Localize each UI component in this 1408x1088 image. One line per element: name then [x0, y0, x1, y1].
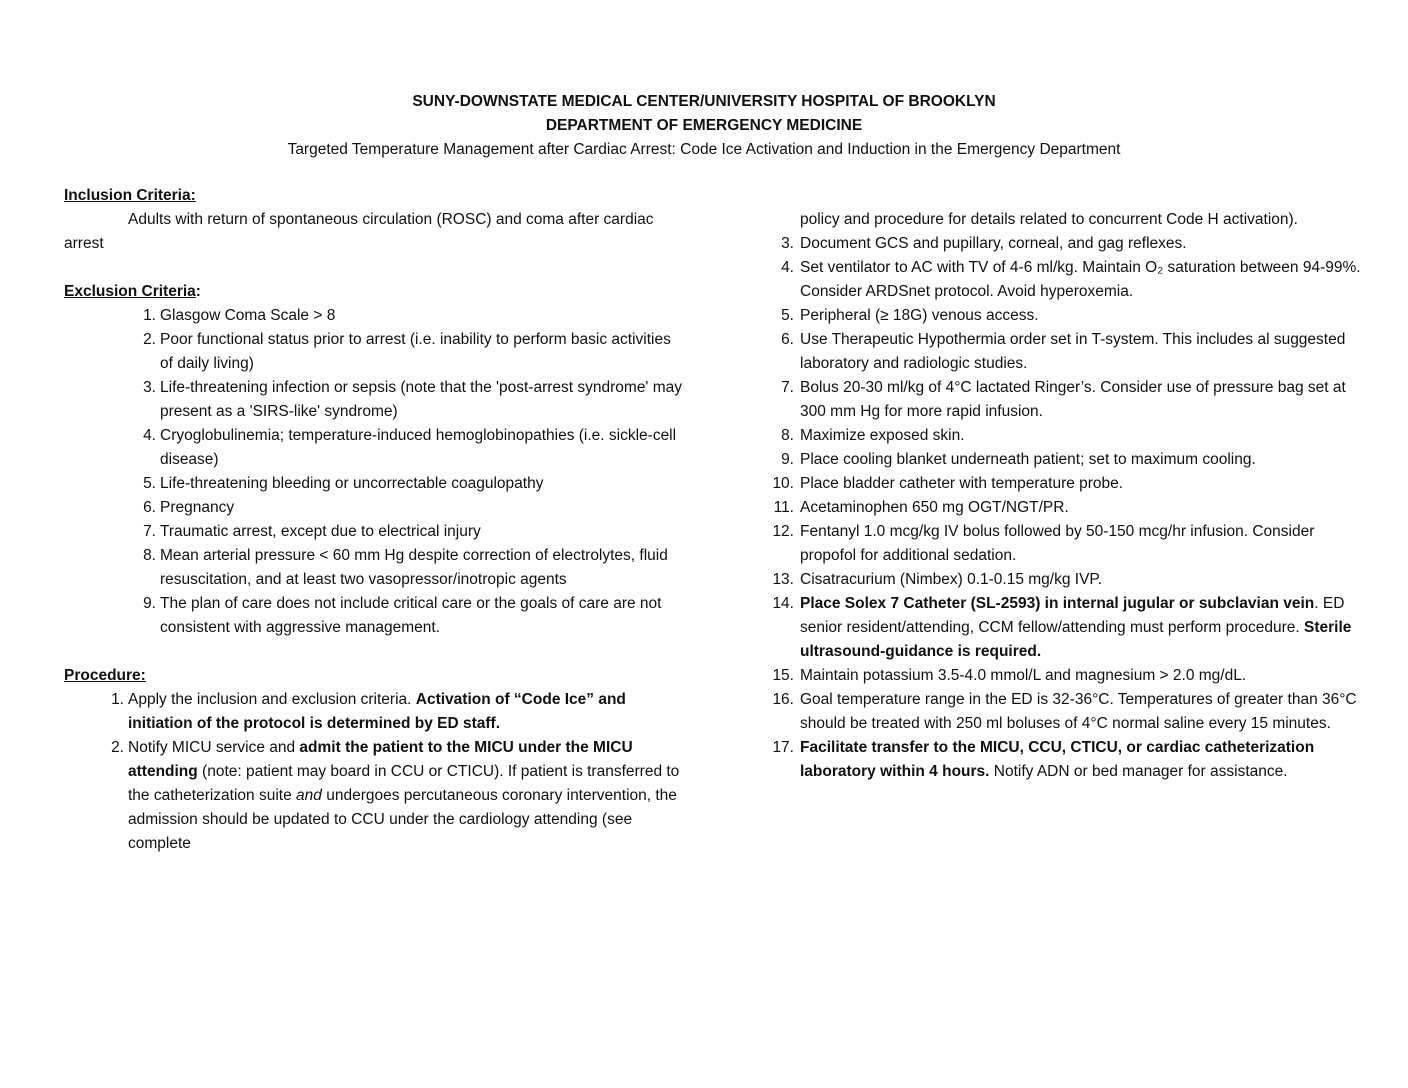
list-number: 16.: [772, 691, 794, 708]
procedure-item: [764, 472, 1364, 496]
list-text-bold: Facilitate transfer to the MICU, CCU, CTICU, or cardiac catheterization laboratory within 4 hours.: [800, 739, 1315, 780]
procedure-list-right: [764, 232, 1364, 784]
list-text-bold: admit the patient to the MICU under the MICU attending: [128, 739, 633, 780]
list-text: Traumatic arrest, except due to electrical injury: [160, 523, 481, 540]
list-text: (note: patient may board in CCU or CTICU). If patient is transferred to the catheterization suite: [128, 763, 680, 804]
list-number: 10.: [772, 475, 794, 492]
procedure-item: [764, 448, 1364, 472]
list-text: Apply the inclusion and exclusion criteria.: [128, 691, 416, 708]
list-number: 2.: [143, 331, 156, 348]
exclusion-item: [64, 304, 684, 328]
procedure-list-left: [64, 688, 684, 856]
list-text: Poor functional status prior to arrest (i.e. inability to perform basic activities of daily living): [160, 331, 671, 372]
procedure-item: [64, 736, 684, 856]
list-text: undergoes percutaneous coronary intervention, the admission should be updated to CCU under the cardiology attending (see complete: [128, 787, 677, 852]
exclusion-item: [64, 592, 684, 640]
list-number: 15.: [772, 667, 794, 684]
exclusion-item: [64, 472, 684, 496]
list-number: 2.: [111, 739, 124, 756]
list-number: 4.: [781, 259, 794, 276]
list-number: 7.: [781, 379, 794, 396]
procedure-item: [764, 736, 1364, 784]
inclusion-text: Adults with return of spontaneous circulation (ROSC) and coma after cardiac arrest: [64, 211, 654, 252]
list-number: 5.: [143, 475, 156, 492]
list-text: Fentanyl 1.0 mcg/kg IV bolus followed by 50-150 mcg/hr infusion. Consider propofol for additional sedation.: [800, 523, 1315, 564]
procedure-item: [764, 232, 1364, 256]
list-number: 6.: [143, 499, 156, 516]
exclusion-item: [64, 424, 684, 472]
list-text-bold: Sterile ultrasound-guidance is required.: [800, 619, 1352, 660]
procedure-item: [764, 520, 1364, 568]
procedure-item-continuation: policy and procedure for details related to concurrent Code H activation).: [800, 211, 1298, 228]
list-text: Place bladder catheter with temperature probe.: [800, 475, 1124, 492]
list-number: 6.: [781, 331, 794, 348]
list-number: 3.: [143, 379, 156, 396]
list-number: 17.: [772, 739, 794, 756]
list-text: Mean arterial pressure < 60 mm Hg despite correction of electrolytes, fluid resuscitation, and at least two vasopressor/inotropic agents: [160, 547, 668, 588]
protocol-title: Targeted Temperature Management after Cardiac Arrest: Code Ice Activation and Induction in the Emergency Department: [287, 141, 1121, 158]
list-text: Goal temperature range in the ED is 32-36°C. Temperatures of greater than 36°C should be treated with 250 ml boluses of 4°C normal saline every 15 minutes.: [800, 691, 1357, 732]
list-number: 12.: [772, 523, 794, 540]
procedure-item: [764, 304, 1364, 328]
list-text: Set ventilator to AC with TV of 4-6 ml/kg. Maintain O₂ saturation between 94-99%. Consider ARDSnet protocol. Avoid hyperoxemia.: [800, 259, 1361, 300]
list-text: Maintain potassium 3.5-4.0 mmol/L and magnesium > 2.0 mg/dL.: [800, 667, 1247, 684]
exclusion-item: [64, 520, 684, 544]
list-number: 13.: [772, 571, 794, 588]
list-number: 11.: [773, 499, 794, 516]
list-text: Bolus 20-30 ml/kg of 4°C lactated Ringer’s. Consider use of pressure bag set at 300 mm Hg for more rapid infusion.: [800, 379, 1346, 420]
list-number: 8.: [143, 547, 156, 564]
exclusion-heading: [64, 280, 684, 304]
list-text: Acetaminophen 650 mg OGT/NGT/PR.: [800, 499, 1069, 516]
procedure-heading: Procedure:: [64, 667, 146, 684]
list-text: Document GCS and pupillary, corneal, and gag reflexes.: [800, 235, 1187, 252]
right-column: [764, 208, 1364, 784]
list-text: Life-threatening infection or sepsis (note that the 'post-arrest syndrome' may present as a 'SIRS-like' syndrome): [160, 379, 682, 420]
procedure-item: [764, 496, 1364, 520]
procedure-item: [764, 256, 1364, 304]
list-text: Glasgow Coma Scale > 8: [160, 307, 336, 324]
procedure-item: [764, 328, 1364, 376]
exclusion-item: [64, 544, 684, 592]
list-text: Cryoglobulinemia; temperature-induced hemoglobinopathies (i.e. sickle-cell disease): [160, 427, 677, 468]
list-number: 3.: [781, 235, 794, 252]
left-column: [64, 184, 684, 856]
list-text: The plan of care does not include critical care or the goals of care are not consistent with aggressive management.: [160, 595, 662, 636]
list-text-bold: Activation of “Code Ice” and initiation of the protocol is determined by ED staff.: [128, 691, 626, 732]
institution-title: SUNY-DOWNSTATE MEDICAL CENTER/UNIVERSITY HOSPITAL OF BROOKLYN: [412, 93, 996, 110]
list-text: Peripheral (≥ 18G) venous access.: [800, 307, 1039, 324]
list-text: Life-threatening bleeding or uncorrectable coagulopathy: [160, 475, 544, 492]
list-number: 9.: [143, 595, 156, 612]
procedure-item: [764, 664, 1364, 688]
document-header: [0, 90, 1408, 162]
list-text: Place cooling blanket underneath patient; set to maximum cooling.: [800, 451, 1256, 468]
list-number: 5.: [781, 307, 794, 324]
procedure-item: [64, 688, 684, 736]
exclusion-heading-colon: :: [195, 283, 201, 300]
procedure-item: [764, 592, 1364, 664]
exclusion-item: [64, 376, 684, 424]
inclusion-heading: Inclusion Criteria:: [64, 187, 196, 204]
department-title: DEPARTMENT OF EMERGENCY MEDICINE: [545, 117, 863, 134]
procedure-item: [764, 376, 1364, 424]
exclusion-list: [64, 304, 684, 640]
list-text: Pregnancy: [160, 499, 235, 516]
list-text-bold: Place Solex 7 Catheter (SL-2593) in internal jugular or subclavian vein: [800, 595, 1315, 612]
exclusion-heading-text: Exclusion Criteria: [64, 283, 196, 300]
list-text: Notify ADN or bed manager for assistance.: [989, 763, 1288, 780]
list-text: Notify MICU service and: [128, 739, 300, 756]
exclusion-item: [64, 496, 684, 520]
list-number: 1.: [111, 691, 124, 708]
list-number: 4.: [143, 427, 156, 444]
list-text: Use Therapeutic Hypothermia order set in T-system. This includes al suggested laboratory and radiologic studies.: [800, 331, 1346, 372]
list-number: 1.: [143, 307, 156, 324]
list-text-italic: and: [296, 787, 322, 804]
list-text: Maximize exposed skin.: [800, 427, 965, 444]
list-number: 7.: [143, 523, 156, 540]
exclusion-item: [64, 328, 684, 376]
list-text: Cisatracurium (Nimbex) 0.1-0.15 mg/kg IVP.: [800, 571, 1103, 588]
list-number: 9.: [781, 451, 794, 468]
procedure-item: [764, 424, 1364, 448]
procedure-item: [764, 688, 1364, 736]
list-number: 8.: [781, 427, 794, 444]
list-number: 14.: [772, 595, 794, 612]
procedure-item: [764, 568, 1364, 592]
list-text: . ED senior resident/attending, CCM fellow/attending must perform procedure.: [800, 595, 1345, 636]
